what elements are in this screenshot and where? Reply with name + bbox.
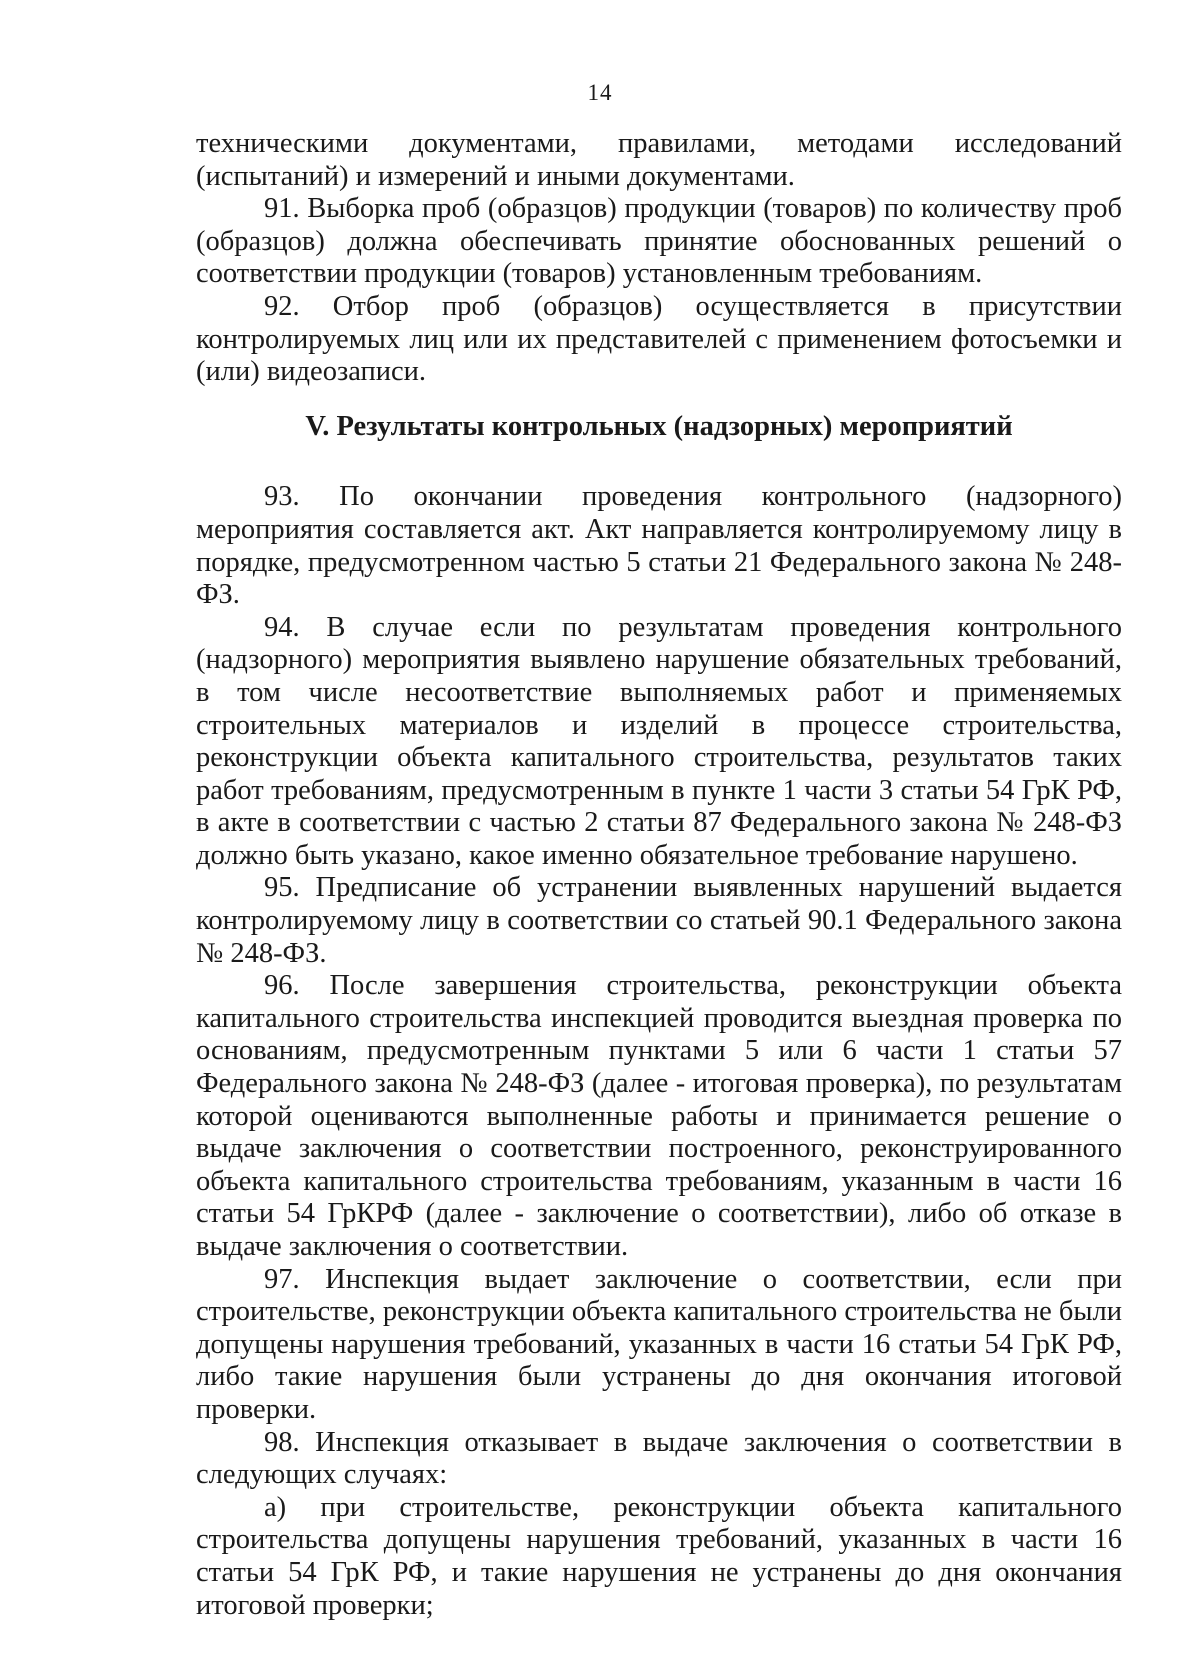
paragraph-92: 92. Отбор проб (образцов) осуществляется в присутствии контролируемых лиц или их представителей с применением фотосъемки и (или) видеозаписи. bbox=[196, 290, 1122, 388]
paragraph-94: 94. В случае если по результатам проведения контрольного (надзорного) мероприятия выявлено нарушение обязательных требований, в том числе несоответствие выполняемых работ и применяемых строительных материалов и изделий в процессе строительства, реконструкции объекта капитального строительства, результатов таких работ требованиям, предусмотренным в пункте 1 части 3 статьи 54 ГрК РФ, в акте в соответствии с частью 2 статьи 87 Федерального закона № 248-ФЗ должно быть указано, какое именно обязательное требование нарушено. bbox=[196, 611, 1122, 871]
paragraph-95: 95. Предписание об устранении выявленных нарушений выдается контролируемому лицу в соответствии со статьей 90.1 Федерального закона № 248-ФЗ. bbox=[196, 872, 1122, 969]
paragraph-98: 98. Инспекция отказывает в выдаче заключения о соответствии в следующих случаях: bbox=[196, 1426, 1122, 1491]
paragraph-98-a: а) при строительстве, реконструкции объекта капитального строительства допущены нарушения требований, указанных в части 16 статьи 54 ГрК РФ, и такие нарушения не устранены до дня окончания итоговой проверки; bbox=[196, 1491, 1122, 1621]
paragraph-91: 91. Выборка проб (образцов) продукции (товаров) по количеству проб (образцов) должна обеспечивать принятие обоснованных решений о соответствии продукции (товаров) установленным требованиям. bbox=[196, 193, 1122, 290]
paragraph-97: 97. Инспекция выдает заключение о соответствии, если при строительстве, реконструкции объекта капитального строительства не были допущены нарушения требований, указанных в части 16 статьи 54 ГрК РФ, либо такие нарушения были устранены до дня окончания итоговой проверки. bbox=[196, 1263, 1123, 1425]
document-body bbox=[196, 128, 1122, 1622]
section-heading: V. Результаты контрольных (надзорных) мероприятий bbox=[305, 410, 1013, 442]
page-number: 14 bbox=[587, 80, 613, 105]
paragraph-93: 93. По окончании проведения контрольного (надзорного) мероприятия составляется акт. Акт направляется контролируемому лицу в порядке, предусмотренном частью 5 статьи 21 Федерального закона № 248-ФЗ. bbox=[196, 481, 1122, 611]
paragraph-96: 96. После завершения строительства, реконструкции объекта капитального строительства инспекцией проводится выездная проверка по основаниям, предусмотренным пунктами 5 или 6 части 1 статьи 57 Федерального закона № 248-ФЗ (далее - итоговая проверка), по результатам которой оцениваются выполненные работы и принимается решение о выдаче заключения о соответствии построенного, реконструированного объекта капитального строительства требованиям, указанным в части 16 статьи 54 ГрКРФ (далее - заключение о соответствии), либо об отказе в выдаче заключения о соответствии. bbox=[196, 970, 1122, 1262]
paragraph-continuation: техническими документами, правилами, методами исследований (испытаний) и измерений и иными документами. bbox=[196, 128, 1122, 192]
